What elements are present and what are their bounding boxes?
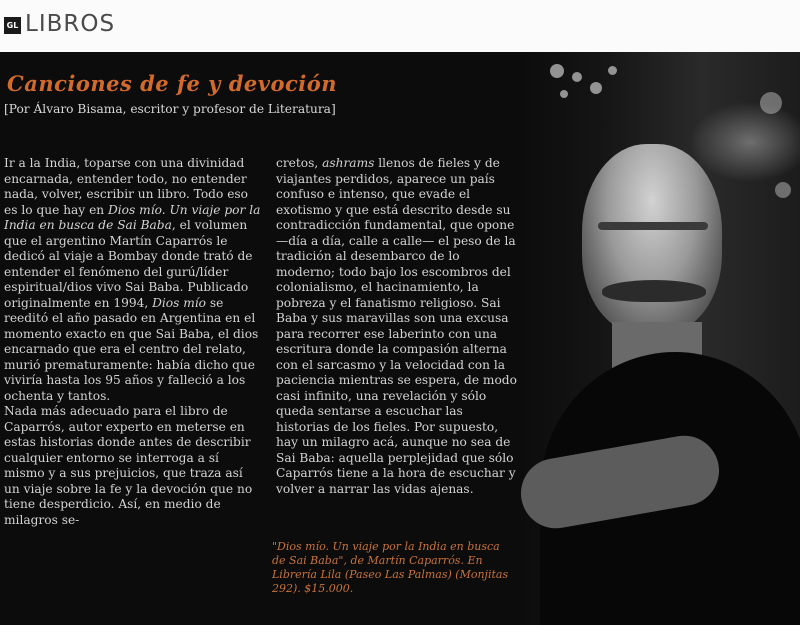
- author-head: [582, 144, 722, 334]
- article-byline: [Por Álvaro Bisama, escritor y profesor de Literatura]: [4, 102, 336, 116]
- bokeh-light: [608, 66, 617, 75]
- book-caption: "Dios mío. Un viaje por la India en busca de Sai Baba", de Martín Caparrós. En Librería Lila (Paseo Las Palmas) (Monjitas 292). $15.000.: [272, 540, 509, 595]
- book-title: Dios mío. Un viaje por la India en busca de Sai Baba: [4, 202, 261, 232]
- article-title: Canciones de fe y devoción: [7, 71, 337, 96]
- book-title: Dios mío: [152, 295, 207, 310]
- paragraph: Nada más adecuado para el libro de Caparrós, autor experto en meterse en estas historias donde antes de describir cualquier entorno se interroga a sí mismo y a sus prejuicios, que traza así un viaje sobre la fe y la devoción que no tiene desperdicio. Así, en medio de milagros se-: [4, 404, 253, 527]
- paragraph: [4, 156, 262, 404]
- text-run: se reeditó el año pasado en Argentina en el momento exacto en que Sai Baba, el dios encarnado que era el centro del relato, murió prematuramente: había dicho que viviría hasta los 95 años y falleció a los ochenta y tantos.: [4, 295, 259, 403]
- bokeh-light: [775, 182, 791, 198]
- text-run: llenos de fieles y de viajantes perdidos, aparece un país confuso e intenso, que evade el exotismo y que está descrito desde su contradicción fundamental, que opone —día a día, calle a calle— el peso de la tradición al desembarco de lo moderno; todo bajo los escombros del colonialismo, el hacinamiento, la pobreza y el fanatismo religioso. Sai Baba y sus maravillas son una excusa para recorrer ese laberinto con una escritura donde la compasión alterna con el sarcasmo y la velocidad con la paciencia mientras se espera, de modo casi infinito, una revelación y sólo queda sentarse a escuchar las historias de los fieles. Por supuesto, hay un milagro acá, aunque no sea de Sai Baba: aquella perplejidad que sólo Caparrós tiene a la hora de escuchar y volver a narrar las vidas ajenas.: [276, 156, 517, 496]
- text-run: cretos,: [276, 156, 323, 170]
- author-brow: [598, 222, 708, 230]
- author-mustache: [602, 280, 706, 302]
- magazine-logo: GL: [4, 17, 21, 34]
- text-column-2: [276, 156, 518, 497]
- bokeh-light: [560, 90, 568, 98]
- emphasis: ashrams: [322, 156, 375, 170]
- bokeh-light: [572, 72, 582, 82]
- article-panel: [0, 52, 800, 625]
- text-column-1: [4, 156, 262, 528]
- bokeh-light: [760, 92, 782, 114]
- bokeh-light: [550, 64, 564, 78]
- bokeh-light: [590, 82, 602, 94]
- text-run: Ir a la India, toparse con una divinidad encarnada, entender todo, no entender nada, volver, escribir un libro. Todo eso es lo que hay en: [4, 156, 249, 217]
- paragraph: [276, 156, 518, 497]
- text-run: , el volumen que el argentino Martín Caparrós le dedicó al viaje a Bombay donde trató de entender el fenómeno del gurú/líder espiritual/dios vivo Sai Baba. Publicado originalmente en 1994,: [4, 218, 253, 310]
- magazine-header: [0, 0, 800, 52]
- author-photo: [520, 52, 800, 625]
- section-title: LIBROS: [25, 11, 116, 37]
